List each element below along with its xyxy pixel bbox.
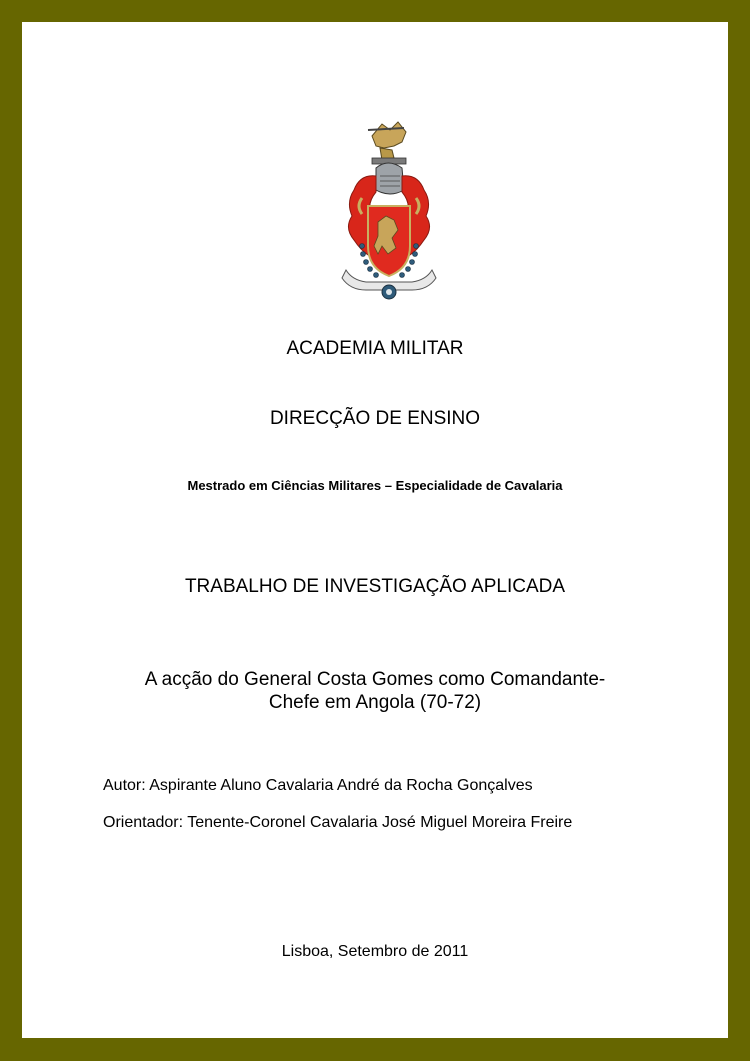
advisor-label: Orientador:	[103, 814, 184, 831]
work-type-heading: TRABALHO DE INVESTIGAÇÃO APLICADA	[184, 576, 566, 597]
thesis-title-line-2: Chefe em Angola (70-72)	[268, 692, 482, 713]
document-page	[22, 22, 728, 1038]
coat-of-arms-icon	[332, 106, 444, 302]
author-line	[103, 777, 533, 795]
crest-lion	[368, 122, 406, 164]
advisor-line	[103, 814, 572, 832]
crest-shield	[368, 206, 410, 276]
thesis-title-line-1: A acção do General Costa Gomes como Comandante-	[144, 669, 606, 690]
department-title: DIRECÇÃO DE ENSINO	[269, 408, 481, 429]
place-date: Lisboa, Setembro de 2011	[281, 943, 469, 960]
advisor-name: Tenente-Coronel Cavalaria José Miguel Moreira Freire	[187, 814, 573, 831]
institution-title: ACADEMIA MILITAR	[286, 338, 464, 359]
crest-helmet	[376, 163, 404, 194]
author-name: Aspirante Aluno Cavalaria André da Rocha Gonçalves	[149, 777, 533, 794]
thesis-title	[22, 668, 728, 714]
author-label: Autor:	[103, 777, 146, 794]
program-subtitle: Mestrado em Ciências Militares – Especialidade de Cavalaria	[187, 478, 563, 493]
